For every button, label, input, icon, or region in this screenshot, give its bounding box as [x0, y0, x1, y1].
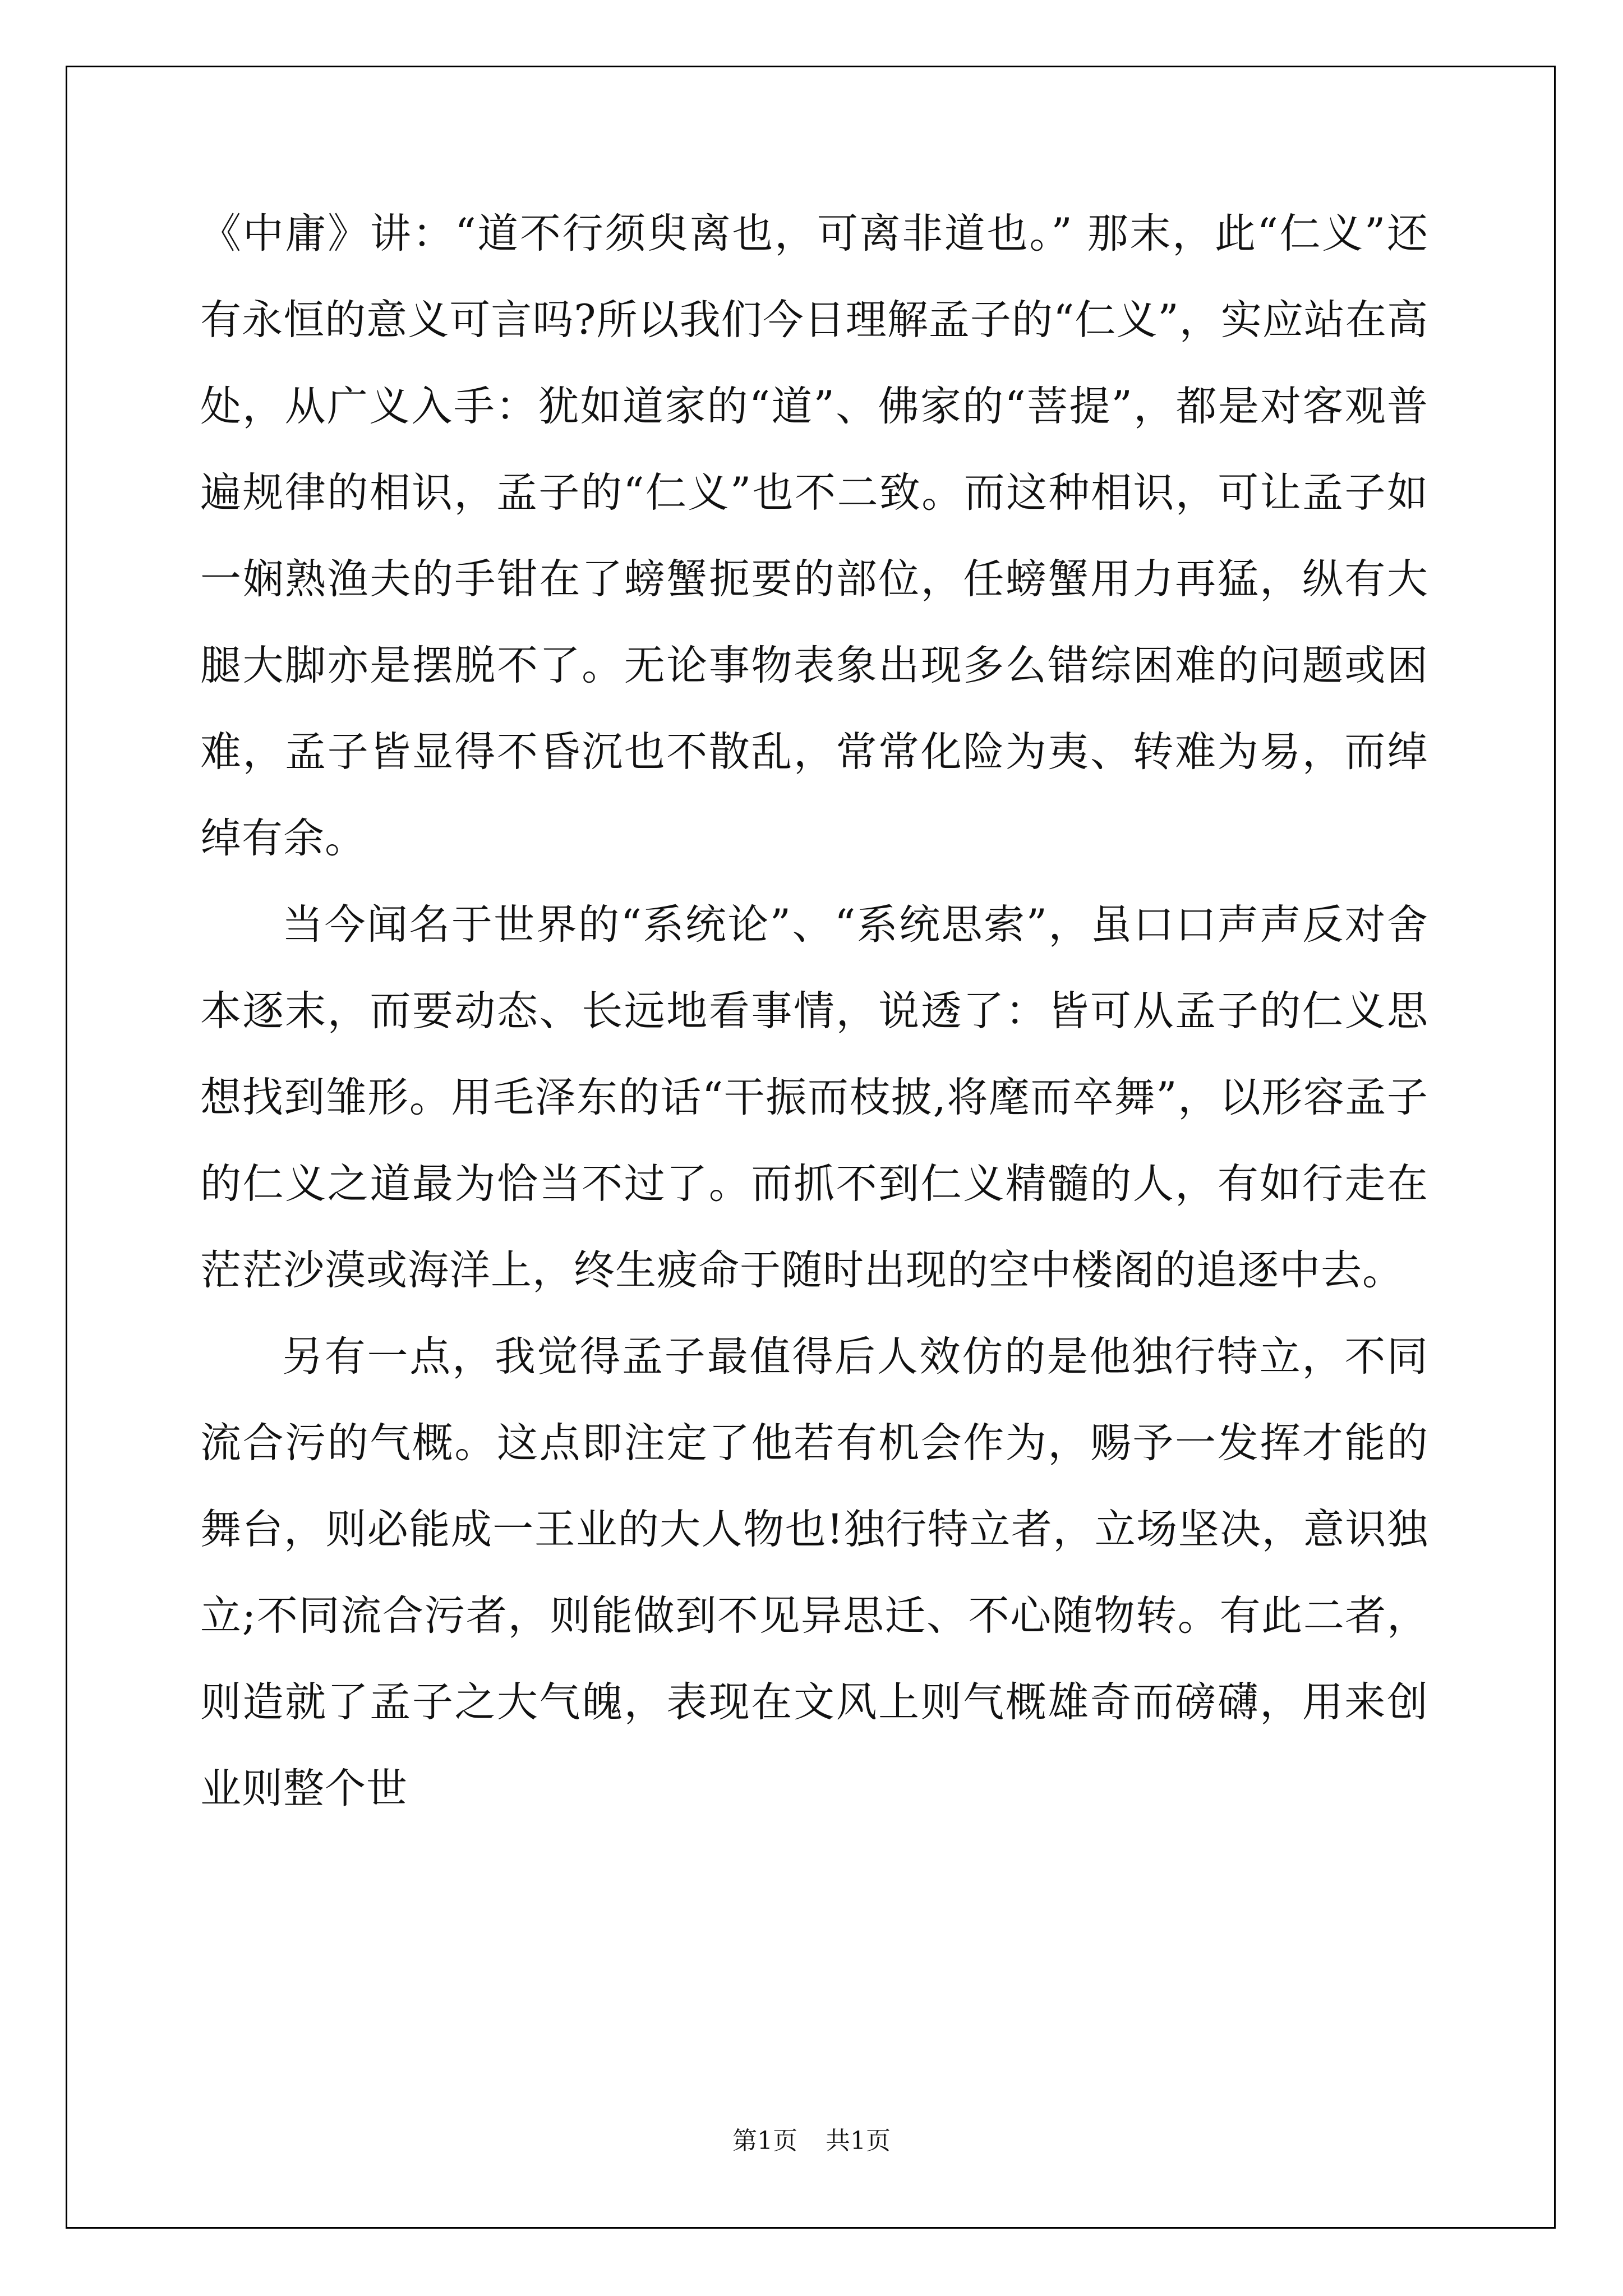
document-body	[200, 191, 1428, 1832]
page-footer	[0, 2120, 1623, 2156]
page-total: 共1页	[826, 2127, 891, 2155]
paragraph-3: 另有一点，我觉得孟子最值得后人效仿的是他独行特立，不同流合污的气概。这点即注定了他若有机会作为，赐予一发挥才能的舞台，则必能成一王业的大人物也!独行特立者，立场坚决，意识独立;不同流合污者，则能做到不见异思迁、不心随物转。有此二者，则造就了孟子之大气魄，表现在文风上则气概雄奇而磅礴，用来创业则整个世	[200, 1333, 1428, 1812]
paragraph-2: 当今闻名于世界的“系统论”、“系统思索”，虽口口声声反对舍本逐末，而要动态、长远地看事情，说透了：皆可从孟子的仁义思想找到雏形。用毛泽东的话“干振而枝披,将麾而卒舞”，以形容孟子的仁义之道最为恰当不过了。而抓不到仁义精髓的人，有如行走在茫茫沙漠或海洋上，终生疲命于随时出现的空中楼阁的追逐中去。	[200, 901, 1428, 1294]
page-number: 第1页	[732, 2127, 797, 2155]
paragraph-1: 《中庸》讲：“道不行须臾离也，可离非道也。” 那末，此“仁义”还有永恒的意义可言吗?所以我们今日理解孟子的“仁义”，实应站在高处，从广义入手：犹如道家的“道”、佛家的“菩提”，都是对客观普遍规律的相识，孟子的“仁义”也不二致。而这种相识，可让孟子如一娴熟渔夫的手钳在了螃蟹扼要的部位，任螃蟹用力再猛，纵有大腿大脚亦是摆脱不了。无论事物表象出现多么错综困难的问题或困难，孟子皆显得不昏沉也不散乱，常常化险为夷、转难为易，而绰绰有余。	[200, 210, 1428, 862]
